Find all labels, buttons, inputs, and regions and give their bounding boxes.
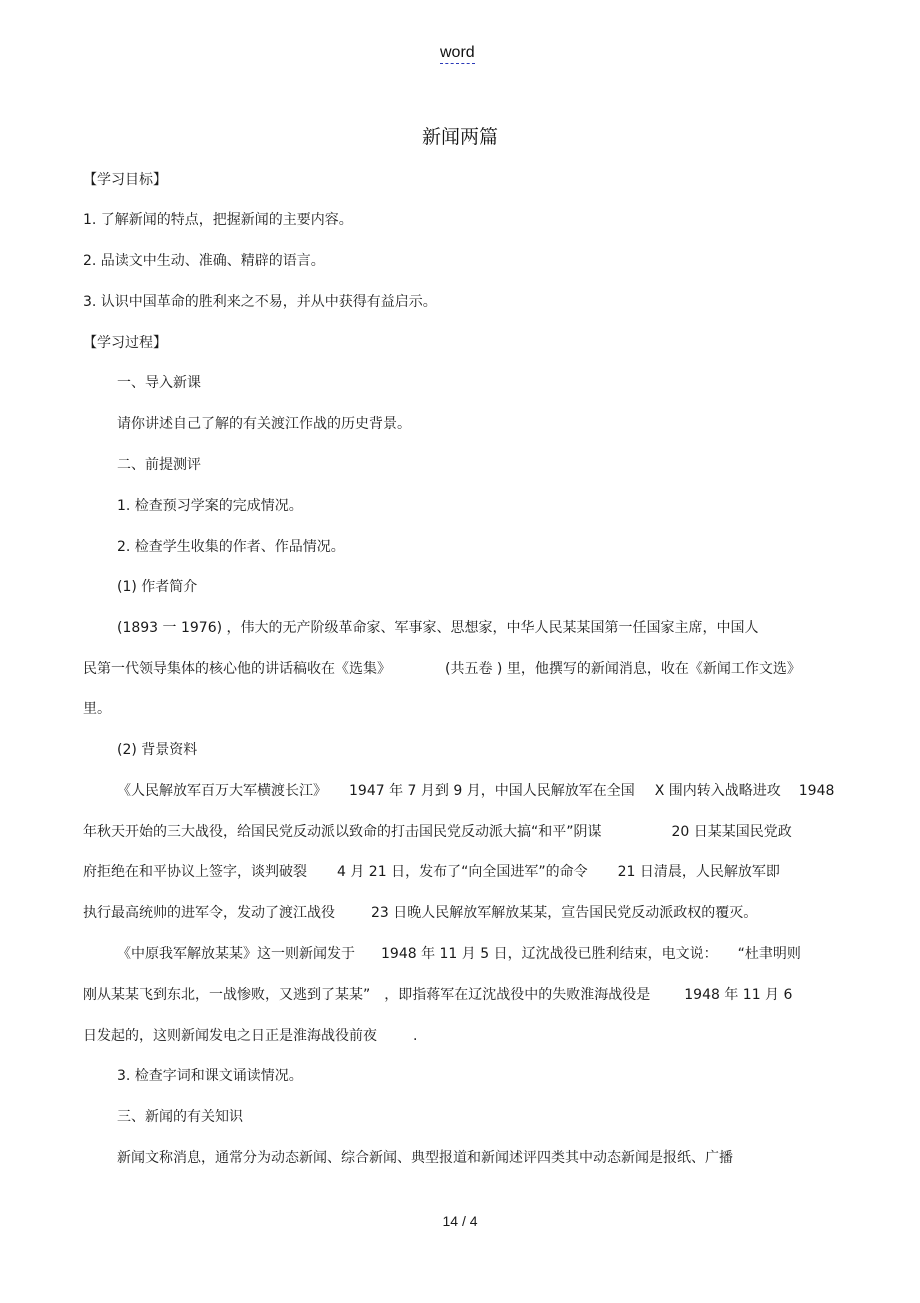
paragraph-line: 新闻文称消息，通常分为动态新闻、综合新闻、典型报道和新闻述评四类其中动态新闻是报纸、广播 <box>117 1150 733 1166</box>
subsection-heading: (1) 作者简介 <box>117 579 198 595</box>
paragraph-line: 请你讲述自己了解的有关渡江作战的历史背景。 <box>117 416 411 432</box>
paragraph-line <box>83 1026 417 1046</box>
text-segment: 执行最高统帅的进军令，发动了渡江战役 <box>83 905 335 921</box>
text-segment: 1947 年 7 月到 9 月，中国人民解放军在全国 <box>349 783 635 799</box>
text-segment: . <box>413 1028 418 1044</box>
paragraph-line: 里。 <box>83 701 111 717</box>
paragraph-line <box>83 862 780 882</box>
header-word-label: word <box>440 43 475 64</box>
text-segment: “杜聿明则 <box>737 946 801 962</box>
goal-item: 1. 了解新闻的特点，把握新闻的主要内容。 <box>83 212 353 228</box>
text-segment: 府拒绝在和平协议上签字，谈判破裂 <box>83 864 307 880</box>
goals-heading: 【学习目标】 <box>83 172 167 188</box>
text-segment: 1948 <box>798 783 835 799</box>
goal-item: 2. 品读文中生动、准确、精辟的语言。 <box>83 253 325 269</box>
paragraph-line <box>83 822 792 842</box>
paragraph-line <box>83 659 801 679</box>
paragraph-line <box>83 985 792 1005</box>
paragraph-line <box>83 903 757 923</box>
section-heading: 一、导入新课 <box>117 375 201 391</box>
section-heading: 三、新闻的有关知识 <box>117 1109 243 1125</box>
text-segment: 年秋天开始的三大战役，给国民党反动派以致命的打击国民党反动派大搞“和平”阴谋 <box>83 824 602 840</box>
text-segment: 《人民解放军百万大军横渡长江》 <box>117 783 327 799</box>
text-segment: 23 日晚人民解放军解放某某，宣告国民党反动派政权的覆灭。 <box>371 905 758 921</box>
text-segment: 1948 年 11 月 5 日，辽沈战役已胜利结束，电文说： <box>381 946 718 962</box>
page-number: 14 / 4 <box>442 1213 478 1229</box>
text-segment: 民第一代领导集体的核心他的讲话稿收在《选集》 <box>83 661 391 677</box>
text-segment: 刚从某某飞到东北，一战惨败，又逃到了某某” <box>83 987 371 1003</box>
text-segment: (共五卷 ) 里，他撰写的新闻消息，收在《新闻工作文选》 <box>445 661 801 677</box>
text-segment: 《中原我军解放某某》这一则新闻发于 <box>117 946 355 962</box>
list-item: 1. 检查预习学案的完成情况。 <box>117 498 303 514</box>
list-item: 2. 检查学生收集的作者、作品情况。 <box>117 539 345 555</box>
section-heading: 二、前提测评 <box>117 457 201 473</box>
subsection-heading: (2) 背景资料 <box>117 742 198 758</box>
text-segment: 21 日清晨，人民解放军即 <box>617 864 780 880</box>
text-segment: ，即指蒋军在辽沈战役中的失败淮海战役是 <box>384 987 651 1003</box>
goal-item: 3. 认识中国革命的胜利来之不易，并从中获得有益启示。 <box>83 294 437 310</box>
paragraph-line <box>117 781 834 801</box>
list-item: 3. 检查字词和课文诵读情况。 <box>117 1068 303 1084</box>
paragraph-line <box>117 944 801 964</box>
text-segment: 4 月 21 日，发布了“向全国进军”的命令 <box>337 864 588 880</box>
text-segment: 20 日某某国民党政 <box>671 824 792 840</box>
text-segment: X 围内转入战略进攻 <box>654 783 781 799</box>
page-title: 新闻两篇 <box>421 126 498 148</box>
paragraph-line: (1893 一 1976) ，伟大的无产阶级革命家、军事家、思想家，中华人民某某国第一任国家主席，中国人 <box>117 620 759 636</box>
text-segment: 日发起的，这则新闻发电之日正是淮海战役前夜 <box>83 1028 377 1044</box>
text-segment: 1948 年 11 月 6 <box>684 987 793 1003</box>
process-heading: 【学习过程】 <box>83 335 167 351</box>
